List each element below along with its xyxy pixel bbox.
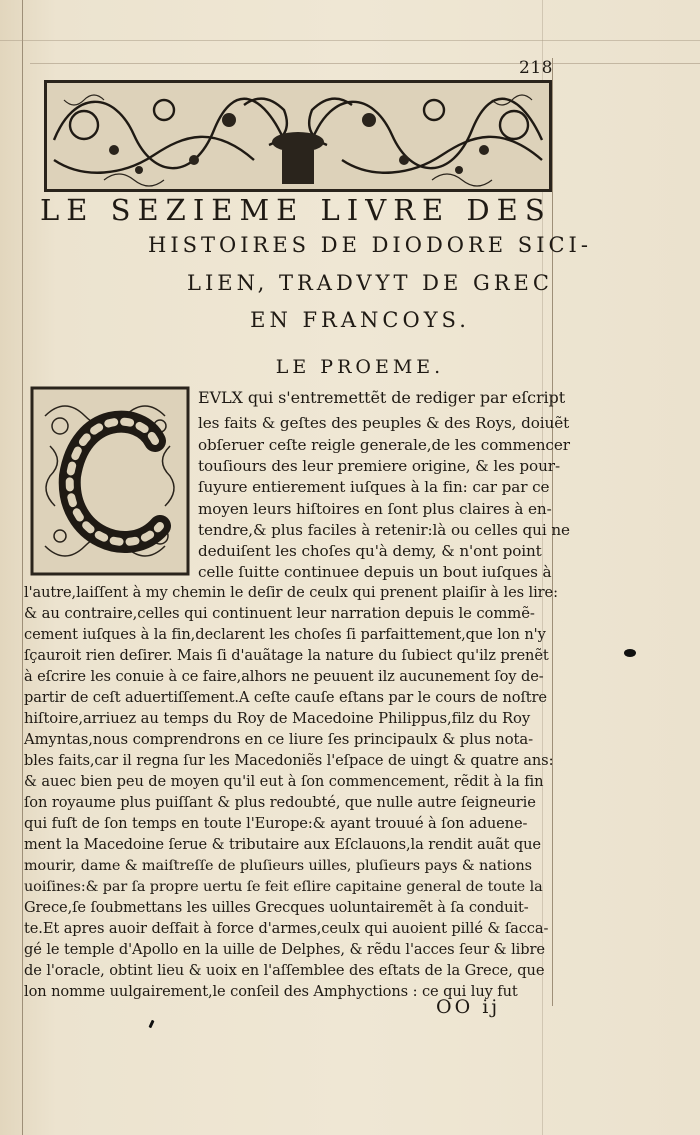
body-line: ſçauroit rien deſirer. Mais ſi d'auãtage la nature du ſubiect qu'ilz prenẽt [24, 647, 549, 664]
signature-mark: OO ij [436, 996, 501, 1018]
body-line: ſon royaume plus puiſſant & plus redoubté, que nulle autre ſeigneurie [24, 794, 536, 811]
body-line: celle ſuitte continuee depuis un bout iuſques à [198, 563, 552, 581]
body-line: Amyntas,nous comprendrons en ce liure ſes principaulx & plus nota- [24, 731, 534, 748]
body-line: lon nomme uulgairement,le conſeil des Amphyctions : ce qui luy fut [24, 983, 518, 1000]
body-line: & auec bien peu de moyen qu'il eut à ſon commencement, rẽdit à la fin [24, 773, 544, 790]
body-line: touſiours des leur premiere origine, & les pour- [198, 457, 560, 475]
body-line: tendre,& plus faciles à retenir:là ou celles qui ne [198, 521, 570, 539]
body-line: l'autre,laiſſent à my chemin le deſir de ceulx qui prenent plaiſir à les lire: [24, 584, 558, 601]
body-line: ſuyure entierement iuſques à la fin: car par ce [198, 478, 550, 496]
body-line: bles faits,car il regna ſur les Macedoniẽs l'eſpace de uingt & quatre ans: [24, 752, 554, 769]
body-line: partir de ceſt aduertiſſement.A ceſte cauſe eſtans par le cours de noſtre [24, 689, 547, 706]
body-line: EVLX qui s'entremettẽt de rediger par eſcript [198, 388, 566, 407]
section-heading: LE PROEME. [275, 356, 445, 378]
body-line: moyen leurs hiſtoires en ſont plus claires à en- [198, 500, 552, 518]
ink-blot [624, 649, 636, 657]
body-line: deduiſent les choſes qu'à demy, & n'ont point [198, 542, 542, 560]
body-line: te.Et apres auoir deſfait à force d'armes,ceulx qui auoient pillé & ſacca- [24, 920, 549, 937]
book-title: LE SEZIEME LIVRE DES [40, 193, 552, 227]
body-line: & au contraire,celles qui continuent leur narration depuis le commẽ- [24, 605, 535, 622]
title-line-4: EN FRANCOYS. [250, 308, 470, 332]
page-number: 218 [519, 58, 553, 78]
title-line-3: LIEN, TRADVYT DE GREC [187, 271, 553, 295]
body-line: gé le temple d'Apollo en la uille de Delphes, & rẽdu l'acces ſeur & libre [24, 941, 545, 958]
body-line: mourir, dame & maiſtreſſe de pluſieurs uilles, pluſieurs pays & nations [24, 858, 532, 874]
body-line: de l'oracle, obtint lieu & uoix en l'aſſemblee des eſtats de la Grece, que [24, 962, 545, 979]
body-line: hiſtoire,arriuez au temps du Roy de Macedoine Philippus,filz du Roy [24, 710, 531, 727]
body-line: obſeruer ceſte reigle generale,de les commencer [198, 436, 570, 454]
body-line: à eſcrire les conuie à ce faire,alhors ne peuuent ilz aucunement ſoy de- [24, 668, 544, 685]
body-line: les faits & geſtes des peuples & des Roys, doiuẽt [198, 414, 570, 432]
body-line: Grece,ſe ſoubmettans les uilles Grecques uoluntairemẽt à ſa conduit- [24, 899, 529, 916]
title-line-2: HISTOIRES DE DIODORE SICI- [148, 233, 592, 257]
body-line: cement iuſques à la fin,declarent les choſes ſi parfaittement,que lon n'y [24, 626, 546, 643]
body-line: ment la Macedoine ſerue & tributaire aux Eſclauons,la rendit auãt que [24, 836, 541, 853]
body-line: uoiſines:& par ſa propre uertu ſe feit eſlire capitaine general de toute la [24, 879, 543, 895]
body-line: qui fuſt de ſon temps en toute l'Europe:& ayant trouué à ſon aduene- [24, 815, 528, 832]
